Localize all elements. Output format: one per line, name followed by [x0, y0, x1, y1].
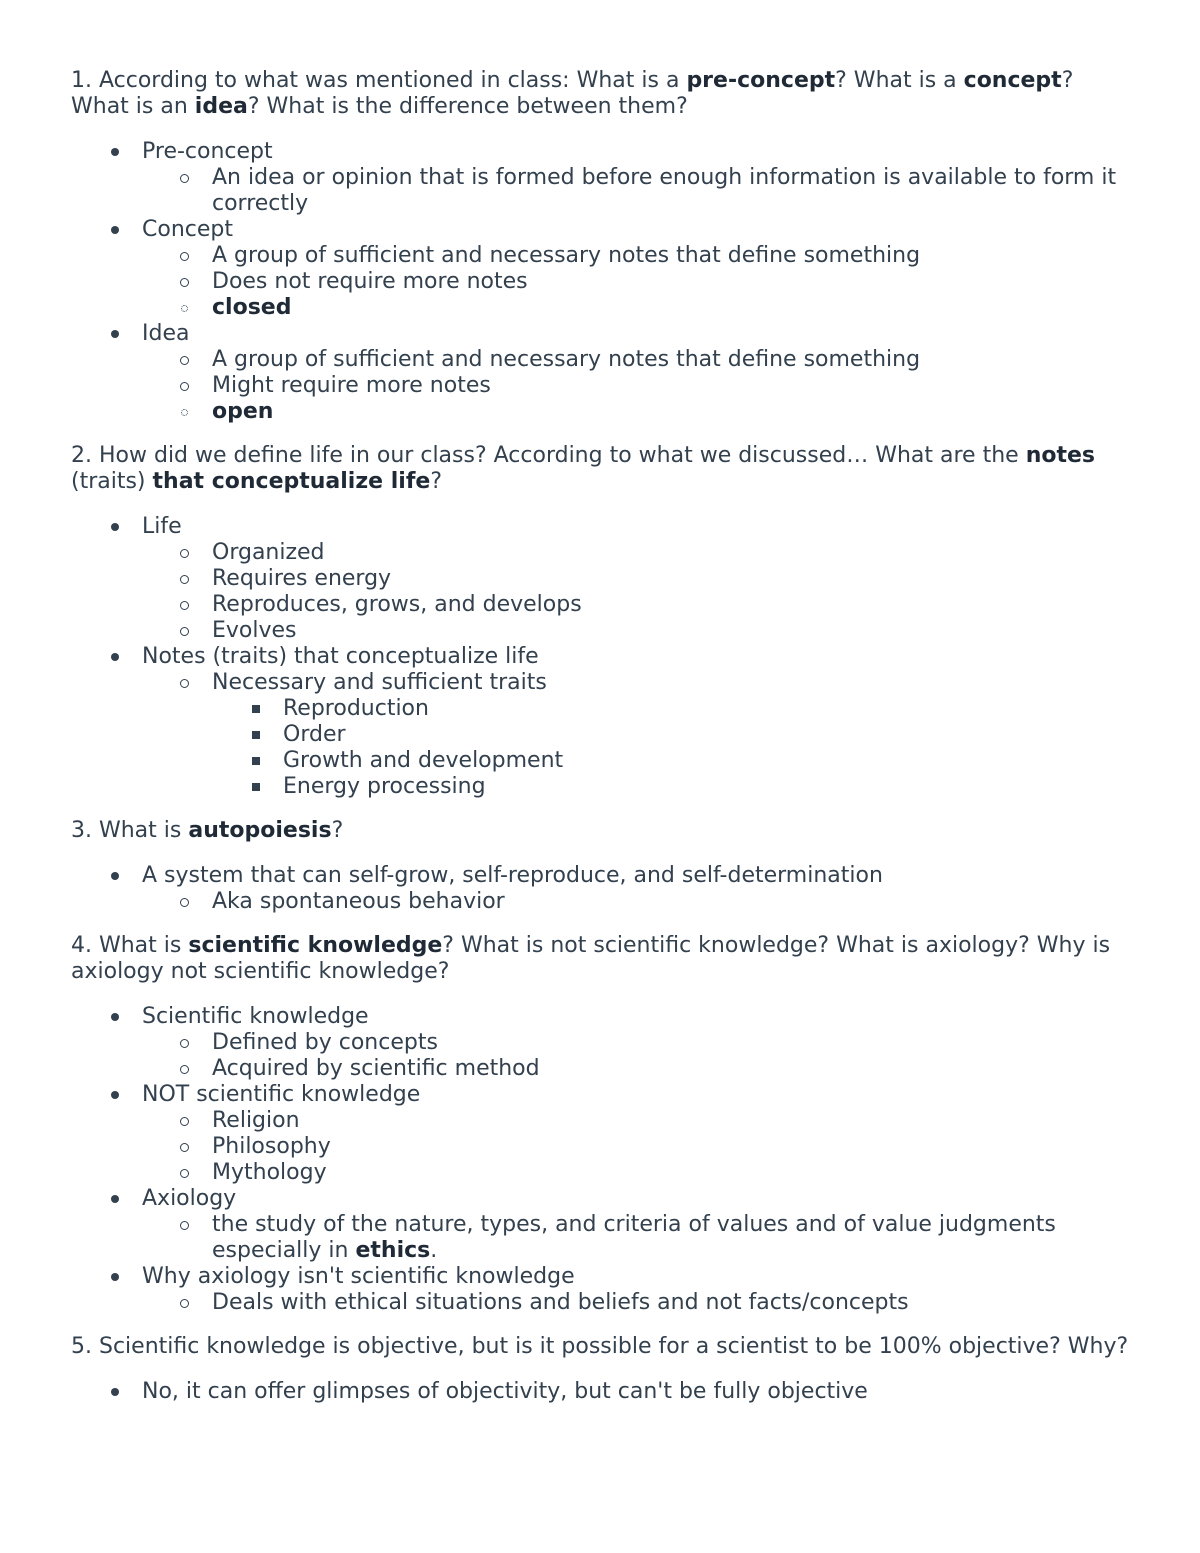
list-item: Necessary and sufficient traits [71, 670, 1131, 696]
bullet-square-icon [248, 748, 264, 774]
answer-list-4 [71, 1004, 1131, 1316]
list-item: NOT scientific knowledge [71, 1082, 1131, 1108]
answer-list-1 [71, 139, 1131, 425]
bullet-square-icon [248, 774, 264, 800]
bullet-circle-icon [176, 1212, 192, 1238]
bullet-dot-icon [107, 1264, 123, 1290]
bullet-circle-icon [176, 1160, 192, 1186]
question-text: (traits) [71, 469, 153, 494]
list-item: Mythology [71, 1160, 1131, 1186]
list-item: Deals with ethical situations and beliefs and not facts/concepts [71, 1290, 1131, 1316]
list-item: A system that can self-grow, self-reproduce, and self-determination [71, 863, 1131, 889]
list-item: Religion [71, 1108, 1131, 1134]
list-item: closed [71, 295, 1131, 321]
list-item: Pre-concept [71, 139, 1131, 165]
list-item: Organized [71, 540, 1131, 566]
bullet-dot-icon [107, 139, 123, 165]
list-item: Philosophy [71, 1134, 1131, 1160]
list-item: Requires energy [71, 566, 1131, 592]
bullet-circle-icon [176, 566, 192, 592]
question-4 [71, 933, 1131, 985]
list-item: Defined by concepts [71, 1030, 1131, 1056]
bullet-circle-icon [176, 670, 192, 696]
bullet-dot-icon [107, 644, 123, 670]
bullet-dot-icon [107, 1379, 123, 1405]
list-item: the study of the nature, types, and criteria of values and of value judgments especially in ethics. [71, 1212, 1131, 1264]
bold-term: idea [194, 94, 248, 119]
list-item: Evolves [71, 618, 1131, 644]
list-item: Order [71, 722, 1131, 748]
question-text: ? What is a [835, 68, 964, 93]
list-item: An idea or opinion that is formed before enough information is available to form it correctly [71, 165, 1131, 217]
bold-term: ethics [355, 1238, 431, 1263]
list-item: Life [71, 514, 1131, 540]
question-text: ? [430, 469, 442, 494]
list-item: Notes (traits) that conceptualize life [71, 644, 1131, 670]
list-item: Acquired by scientific method [71, 1056, 1131, 1082]
bullet-circle-icon [176, 1290, 192, 1316]
bullet-circle-icon [176, 1134, 192, 1160]
question-text: 2. How did we define life in our class? According to what we discussed… What are the [71, 443, 1026, 468]
bullet-dot-icon [107, 863, 123, 889]
list-item: Why axiology isn't scientific knowledge [71, 1264, 1131, 1290]
list-item: Growth and development [71, 748, 1131, 774]
question-1 [71, 68, 1131, 120]
bullet-circle-icon [176, 347, 192, 373]
list-item: Aka spontaneous behavior [71, 889, 1131, 915]
bullet-square-icon [248, 722, 264, 748]
bullet-dotted-circle-icon [176, 399, 192, 425]
bold-term: scientific knowledge [188, 933, 443, 958]
bullet-circle-icon [176, 243, 192, 269]
bullet-circle-icon [176, 165, 192, 191]
document-page [71, 68, 1131, 1405]
bold-term: pre-concept [686, 68, 836, 93]
bold-term: autopoiesis [188, 818, 332, 843]
bullet-circle-icon [176, 1056, 192, 1082]
question-text: 3. What is [71, 818, 189, 843]
bullet-dot-icon [107, 217, 123, 243]
answer-list-5 [71, 1379, 1131, 1405]
bullet-circle-icon [176, 1030, 192, 1056]
list-item: Does not require more notes [71, 269, 1131, 295]
question-2 [71, 443, 1131, 495]
question-3 [71, 818, 1131, 844]
bullet-dot-icon [107, 514, 123, 540]
answer-list-3 [71, 863, 1131, 915]
bullet-circle-icon [176, 373, 192, 399]
bullet-circle-icon [176, 618, 192, 644]
list-item: open [71, 399, 1131, 425]
list-item: Energy processing [71, 774, 1131, 800]
bullet-dot-icon [107, 321, 123, 347]
bold-term: concept [963, 68, 1062, 93]
answer-list-2 [71, 514, 1131, 800]
list-item: Might require more notes [71, 373, 1131, 399]
question-5: 5. Scientific knowledge is objective, but is it possible for a scientist to be 100% objective? Why? [71, 1334, 1129, 1359]
bold-term: notes [1025, 443, 1095, 468]
question-text: ? What is the difference between them? [247, 94, 688, 119]
question-text: 1. According to what was mentioned in class: What is a [71, 68, 687, 93]
list-item: Reproduces, grows, and develops [71, 592, 1131, 618]
bullet-dotted-circle-icon [176, 295, 192, 321]
bold-term: that conceptualize life [152, 469, 431, 494]
question-text: 4. What is [71, 933, 189, 958]
bullet-circle-icon [176, 540, 192, 566]
bullet-circle-icon [176, 592, 192, 618]
list-item: Axiology [71, 1186, 1131, 1212]
bullet-circle-icon [176, 889, 192, 915]
list-item: Reproduction [71, 696, 1131, 722]
list-item: Idea [71, 321, 1131, 347]
bullet-circle-icon [176, 1108, 192, 1134]
question-text: ? What is not scientific knowledge? What is axiology? Why is axiology not scientific knowledge? [71, 933, 1111, 984]
list-item: Concept [71, 217, 1131, 243]
bullet-square-icon [248, 696, 264, 722]
question-text: ? [331, 818, 344, 843]
bullet-dot-icon [107, 1082, 123, 1108]
bullet-dot-icon [107, 1186, 123, 1212]
bullet-circle-icon [176, 269, 192, 295]
bullet-dot-icon [107, 1004, 123, 1030]
list-item: Scientific knowledge [71, 1004, 1131, 1030]
question-text: ? What is an [71, 68, 1074, 119]
list-item: No, it can offer glimpses of objectivity, but can't be fully objective [71, 1379, 1131, 1405]
list-item: A group of sufficient and necessary notes that define something [71, 347, 1131, 373]
list-item: A group of sufficient and necessary notes that define something [71, 243, 1131, 269]
